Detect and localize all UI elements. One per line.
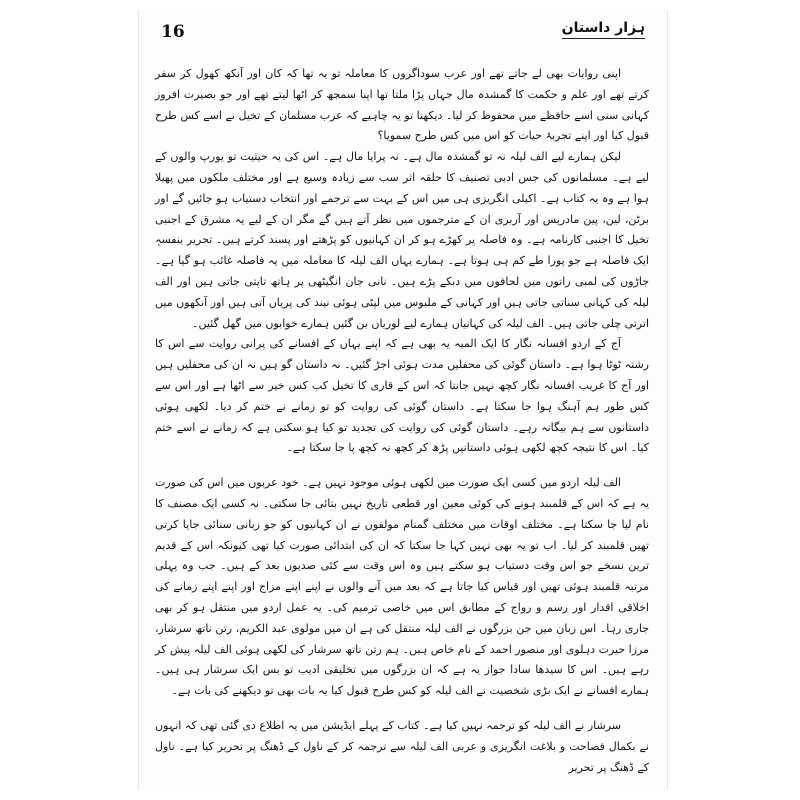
- paragraph-3: آج کے اردو افسانہ نگار کا ایک المیہ یہ بھی ہے کہ اپنے یہاں کے افسانے کی پرانی روایت سے اس کا رشتہ ٹوٹا ہوا ہے۔ داستان گوئی کی محفلیں مدت ہوئی اجڑ گئیں۔ نہ داستان گو ہیں نہ ان کی محفلیں ہیں اور آج کا غریب افسانہ نگار کچھ نہیں جانتا کہ اس کے قاری کا تخیل کب کس خیر سے اٹھا ہے اور اس سے کس طور ہم آہنگ ہوا جا سکتا ہے۔ داستان گوئی کی روایت کو تو زمانے نے ختم کر دیا۔ لکھی ہوئی داستانوں سے ہم بیگانہ رہے۔ داستان گوئی کی روایت کی تجدید تو کیا ہو سکتی ہے کہ زمانے نے اسے ختم کیا۔ اس کا نتیجہ کچھ لکھی ہوئی داستانیں پڑھ کر کچھ نہ کچھ پا جا سکتا ہے۔: [155, 337, 649, 455]
- paragraph-1: اپنی روایات بھی لے جاتے تھے اور عرب سوداگروں کا معاملہ تو یہ تھا کہ کان اور آنکھ کھول کر سفر کرتے تھے اور علم و حکمت کا گمشدہ مال جہاں پڑا ملتا تھا اپنا سمجھ کر اٹھا لیتے تھے اور جو بصیرت افروز کہانی سنی اسے حافظے میں محفوظ کر لیا۔ دیکھنا تو یہ چاہیے کہ عرب مسلمان کے تخیل نے اسے کس طرح قبول کیا اور اپنے تجربۂ حیات کو اس میں کس طرح سمویا؟: [155, 67, 649, 143]
- page-header: [159, 20, 647, 56]
- paragraph-5: سرشار نے الف لیلہ کو ترجمہ نہیں کیا ہے۔ کتاب کے پہلے ایڈیشن میں یہ اطلاع دی گئی تھی کہ انہوں نے بکمال فصاحت و بلاغت انگریزی و عربی الف لیلہ سے ترجمہ کر کے ناول کے ڈھنگ پر تحریر کیا ہے۔ ناول کے ڈھنگ پر تحریر: [155, 718, 649, 774]
- running-head: ہزار داستان: [562, 20, 645, 39]
- body-text: [155, 64, 649, 778]
- paragraph-4: الف لیلہ اردو میں کسی ایک صورت میں لکھی ہوئی موجود نہیں ہے۔ خود عربوں میں اس کی صورت یہ ہے کہ اس کے قلمبند ہونے کی کوئی معین اور قطعی تاریخ نہیں بتائی جا سکتی۔ نہ کسی ایک مصنف کا نام لیا جا سکتا ہے۔ مختلف اوقات میں مختلف گمنام مولفوں نے ان کہانیوں کو جو زبانی سنائی جایا کرتی تھیں قلمبند کر لیا۔ اب تو یہ بھی نہیں کہا جا سکتا کہ ان کی ابتدائی صورت کیا تھی کیونکہ اس کے قدیم ترین نسخے جو اس وقت دستیاب ہو سکتے ہیں وہ اس وقت سے کئی صدیوں بعد کے ہیں۔ جب وہ پہلی مرتبہ قلمبند ہوئی تھیں اور قیاس کیا جاتا ہے کہ بعد میں آنے والوں نے اپنے اپنے مزاج اور اپنے اپنے زمانے کی اخلاقی اقدار اور رسم و رواج کے مطابق اس میں خاصی ترمیم کی۔ یہ عمل اردو میں منتقل ہو کر بھی جاری رہا۔ اس زبان میں جن بزرگوں نے الف لیلہ منتقل کی ہے ان میں مولوی عبد الکریم، رتن ناتھ سرشار، مرزا حیرت دہلوی اور منصور احمد کے نام خاص ہیں۔ ہم رتن ناتھ سرشار کی لکھی ہوئی الف لیلہ پیش کر رہے ہیں۔ اس کا سیدھا سادا جواز یہ ہے کہ ان بزرگوں میں تخلیقی ادیب تو بس ایک سرشار ہی ہیں۔ ہمارے افسانے نے ایک بڑی شخصیت نے الف لیلہ کو کس طرح قبول کیا یہ بات بھی تو دیکھنے کی بات ہے۔: [155, 476, 649, 698]
- book-page: [138, 10, 668, 790]
- paragraph-2: لیکن ہمارے لیے الف لیلہ نہ تو گمشدہ مال ہے۔ نہ پرایا مال ہے۔ اس کی یہ حیثیت تو یورپ والوں کے لیے ہے۔ مسلمانوں کی جس ادبی تصنیف کا حلقہ اثر سب سے زیادہ وسیع ہے اور مختلف ملکوں میں پھیلا ہوا ہے وہ یہ کتاب ہے۔ اکیلی انگریزی ہی میں اس کے بہت سے ترجمے اور انتخاب دستیاب ہو جائیں گے اور برٹن، لین، پین مادریس اور آربری ان کے مترجموں میں نظر آتے ہیں گے مگر ان کے لیے یہ مشرق کے اجنبی تخیل کا اجنبی کارنامہ ہے۔ وہ فاصلہ پر کھڑے ہو کر ان کہانیوں کو پڑھتے اور پسند کرتے ہیں۔ تحریر بنفسہٖ ایک فاصلہ ہے جو پورا طے کم ہی ہوتا ہے۔ ہمارے یہاں الف لیلہ کا معاملہ میں یہ فاصلہ غائب ہو گیا ہے۔ جاڑوں کی لمبی راتوں میں لحافوں میں دبکے پڑے ہیں۔ نانی جان انگیٹھی پر ہاتھ تاپتی جاتی ہیں اور الف لیلہ کی کہانی سناتی جاتی ہیں اور کہانی کے ملبوس میں لپٹی ہوئی نیند کی پریاں آتی ہیں اور آنکھوں میں اترتی چلی جاتی ہیں۔ الف لیلہ کی کہانیاں ہمارے لیے لوریاں بن گئیں ہمارے خوابوں میں گھل گئیں۔: [155, 150, 649, 330]
- page-number: 16: [161, 22, 185, 42]
